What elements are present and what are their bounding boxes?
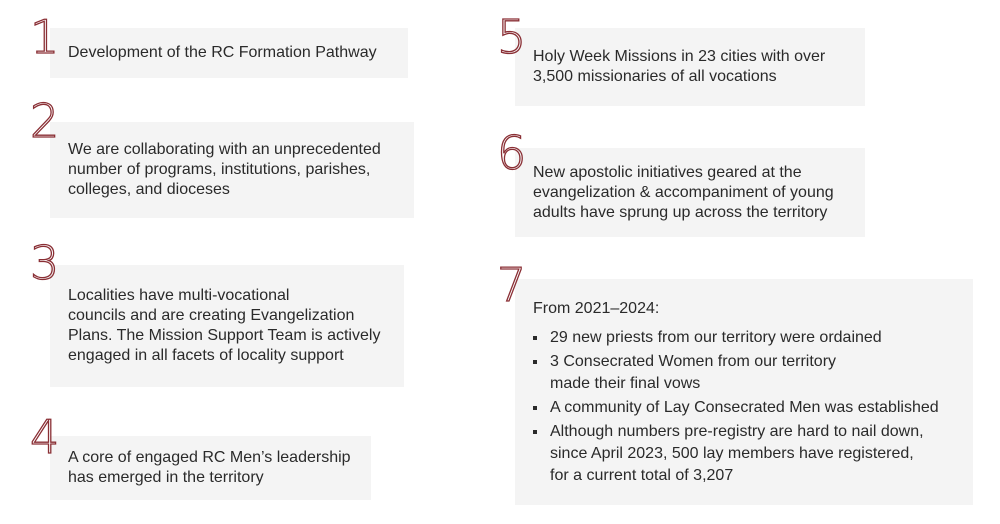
item-3-line-1: Localities have multi-vocational [68, 287, 290, 304]
item-7-card [515, 279, 973, 505]
item-6-line-3: adults have sprung up across the territory [533, 203, 828, 221]
item-5-card [515, 28, 865, 106]
item-5-text [533, 47, 847, 87]
item-1-card [50, 28, 408, 78]
item-2-line-2: number of programs, institutions, parishes, [68, 161, 371, 178]
item-3-number: 3 [30, 236, 60, 290]
item-4-line-1: A core of engaged RC Men’s leadership [68, 449, 351, 466]
bullet-3-line-1: A community of Lay Consecrated Men was established [550, 399, 939, 416]
bullet-4-line-3: for a current total of 3,207 [550, 467, 734, 484]
item-1-text: Development of the RC Formation Pathway [68, 44, 377, 61]
item-4-line-2: has emerged in the territory [68, 469, 264, 486]
bullet-4-line-2: since April 2023, 500 lay members have registered, [550, 445, 914, 462]
item-7-number: 7 [497, 258, 527, 312]
item-2-text [68, 140, 396, 200]
bullet-2-line-1: 3 Consecrated Women from our territory [550, 353, 837, 370]
item-3-text [68, 286, 386, 366]
item-3-card [50, 265, 404, 387]
bullet-4-line-1: Although numbers pre-registry are hard to nail down, [550, 423, 924, 440]
item-3-line-4: engaged in all facets of locality support [68, 347, 344, 364]
item-4-card [50, 436, 371, 500]
bullet-item [533, 421, 955, 487]
item-3-line-2: councils and are creating Evangelization [68, 307, 355, 324]
bullet-item [533, 397, 955, 419]
item-2-number: 2 [30, 94, 60, 148]
item-1-number: 1 [30, 10, 60, 64]
item-2-line-3: colleges, and dioceses [68, 181, 230, 198]
item-6-number: 6 [497, 126, 527, 180]
item-6-line-2: evangelization & accompaniment of young [533, 183, 834, 201]
bullet-item [533, 327, 955, 349]
item-7-bullet-list [533, 327, 955, 489]
item-4-number: 4 [30, 410, 60, 464]
item-2-card [50, 122, 414, 218]
bullet-item [533, 351, 955, 395]
item-7-intro: From 2021–2024: [533, 300, 660, 317]
item-5-number: 5 [497, 10, 527, 64]
item-2-line-1: We are collaborating with an unprecedented [68, 141, 381, 158]
item-5-line-1: Holy Week Missions in 23 cities with over [533, 48, 826, 65]
item-6-card [515, 148, 865, 237]
item-3-line-3: Plans. The Mission Support Team is actively [68, 327, 381, 344]
bullet-1-line-1: 29 new priests from our territory were ordained [550, 329, 882, 346]
item-5-line-2: 3,500 missionaries of all vocations [533, 68, 777, 85]
item-6-text [533, 163, 847, 223]
item-6-line-1: New apostolic initiatives geared at the [533, 163, 802, 181]
item-4-text [68, 448, 353, 488]
bullet-2-line-2: made their final vows [550, 375, 701, 392]
